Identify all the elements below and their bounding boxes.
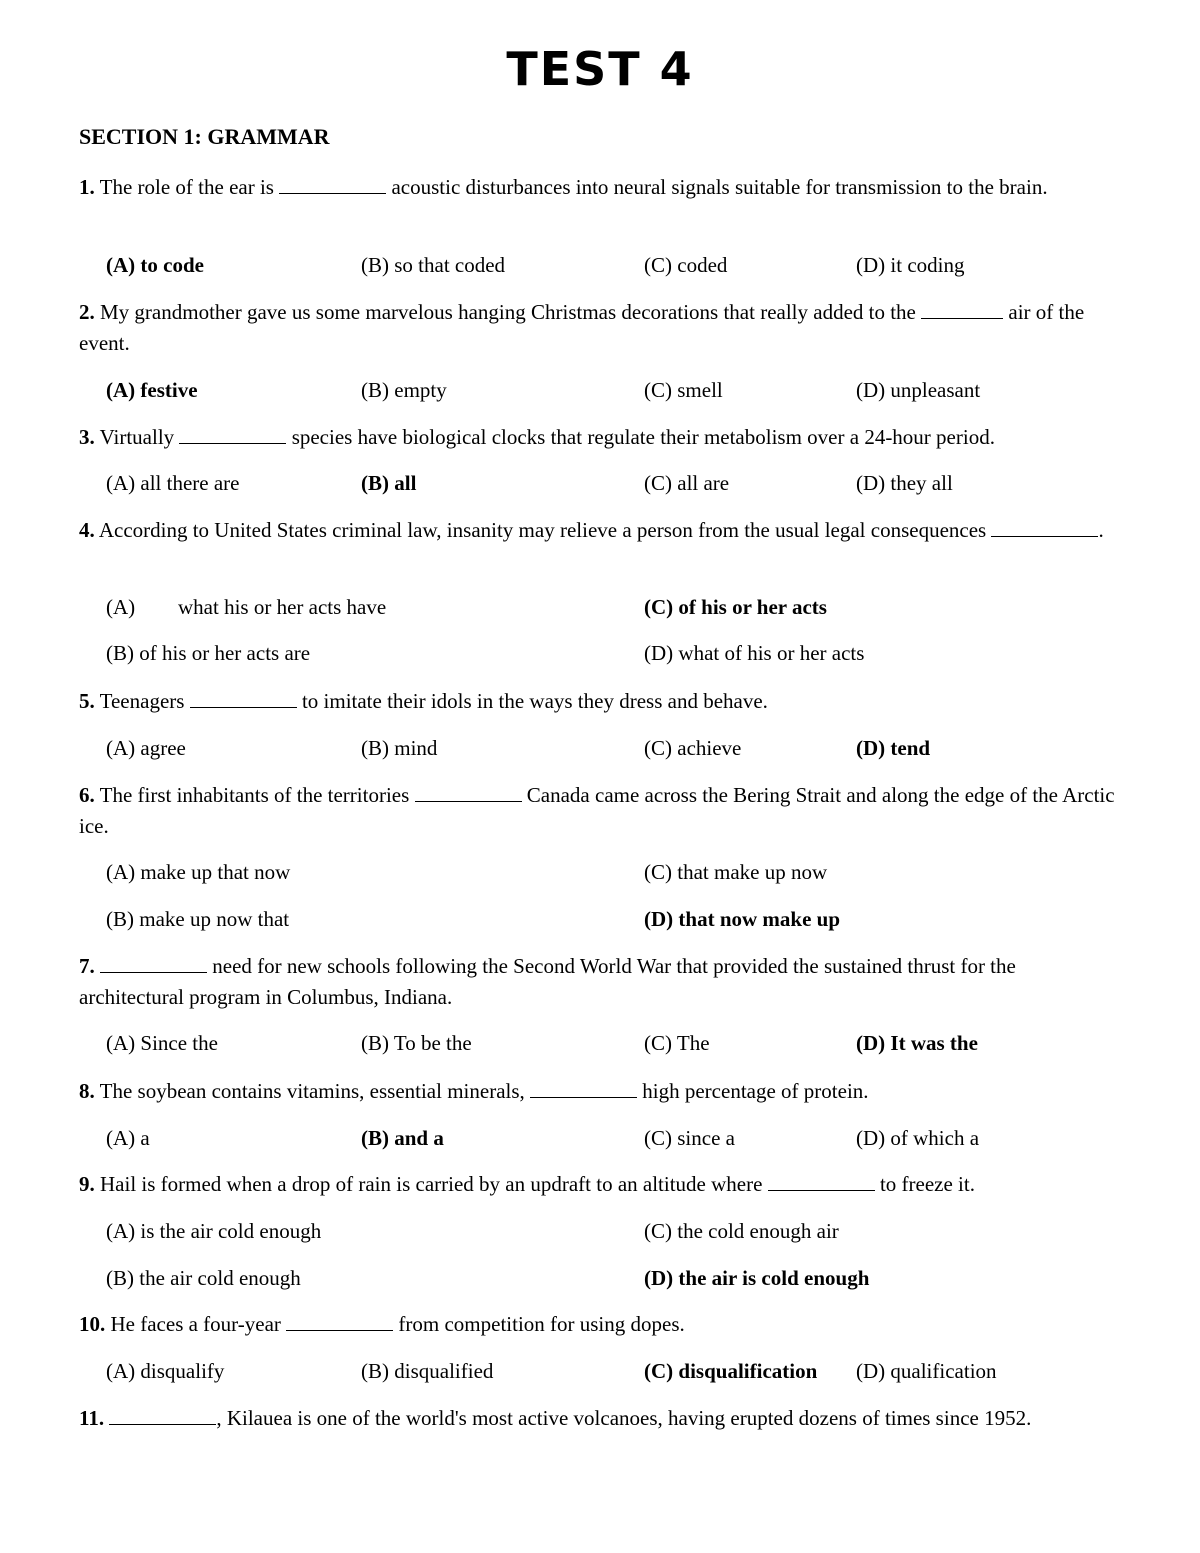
option-c: (C) all are xyxy=(644,471,730,495)
question-number: 3. xyxy=(79,425,95,449)
question-number: 10. xyxy=(79,1312,106,1336)
question-text-before: Hail is formed when a drop of rain is carried by an updraft to an altitude where xyxy=(94,1172,768,1196)
answer-blank xyxy=(921,300,1003,319)
question-number: 6. xyxy=(79,783,95,807)
answer-blank xyxy=(190,689,297,708)
section-heading: SECTION 1: GRAMMAR xyxy=(79,124,330,149)
answer-blank xyxy=(100,954,207,973)
option-b: (B) mind xyxy=(361,736,438,760)
question-9 xyxy=(79,1169,1124,1200)
question-5 xyxy=(79,686,1124,717)
question-text-before: According to United States criminal law, insanity may relieve a person from the usual legal consequences xyxy=(94,518,992,542)
option-d: (D) qualification xyxy=(856,1359,997,1383)
question-text-before: The first inhabitants of the territories xyxy=(94,783,415,807)
question-number: 5. xyxy=(79,689,95,713)
question-4 xyxy=(79,515,1124,546)
option-c: (C) coded xyxy=(644,253,728,277)
answer-blank xyxy=(279,175,386,194)
option-d: (D) what of his or her acts xyxy=(644,641,865,665)
option-a-text: what his or her acts have xyxy=(178,595,387,619)
option-a: (A) is the air cold enough xyxy=(106,1219,322,1243)
question-number: 11. xyxy=(79,1406,105,1430)
option-d: (D) the air is cold enough xyxy=(644,1266,870,1290)
question-text-before: Virtually xyxy=(94,425,180,449)
option-b: (B) and a xyxy=(361,1126,444,1150)
question-text-after: to freeze it. xyxy=(874,1172,975,1196)
option-c: (C) The xyxy=(644,1031,710,1055)
question-text-after: . xyxy=(1098,518,1104,542)
option-b: (B) disqualified xyxy=(361,1359,494,1383)
option-d: (D) It was the xyxy=(856,1031,978,1055)
option-c: (C) achieve xyxy=(644,736,742,760)
option-a: (A) Since the xyxy=(106,1031,218,1055)
question-10 xyxy=(79,1309,1124,1340)
option-d: (D) that now make up xyxy=(644,907,841,931)
question-number: 7. xyxy=(79,954,95,978)
option-c: (C) smell xyxy=(644,378,723,402)
answer-blank xyxy=(530,1079,637,1098)
answer-blank xyxy=(179,425,286,444)
option-a: (A) disqualify xyxy=(106,1359,225,1383)
question-text-after: species have biological clocks that regulate their metabolism over a 24-hour period. xyxy=(286,425,995,449)
option-d: (D) unpleasant xyxy=(856,378,981,402)
option-d: (D) of which a xyxy=(856,1126,980,1150)
question-number: 8. xyxy=(79,1079,95,1103)
option-d: (D) they all xyxy=(856,471,953,495)
question-text-before: The soybean contains vitamins, essential minerals, xyxy=(94,1079,531,1103)
question-text-before: The role of the ear is xyxy=(94,175,280,199)
question-text-after: air of the event. xyxy=(79,300,1085,355)
answer-blank xyxy=(768,1172,875,1191)
option-a: (A) to code xyxy=(106,253,204,277)
option-a: (A) make up that now xyxy=(106,860,291,884)
question-text-after: need for new schools following the Second World War that provided the sustained thrust for the architectural program in Columbus, Indiana. xyxy=(79,954,1016,1009)
option-c: (C) since a xyxy=(644,1126,735,1150)
option-d: (D) it coding xyxy=(856,253,965,277)
question-number: 4. xyxy=(79,518,95,542)
answer-blank xyxy=(109,1406,216,1425)
question-number: 9. xyxy=(79,1172,95,1196)
question-3 xyxy=(79,422,1124,453)
question-6 xyxy=(79,780,1124,842)
option-c: (C) the cold enough air xyxy=(644,1219,839,1243)
option-b: (B) so that coded xyxy=(361,253,506,277)
question-text-after: high percentage of protein. xyxy=(637,1079,869,1103)
option-d: (D) tend xyxy=(856,736,931,760)
question-7 xyxy=(79,951,1124,1013)
option-a-label: (A) xyxy=(106,595,136,619)
question-text-before: Teenagers xyxy=(94,689,190,713)
question-number: 2. xyxy=(79,300,95,324)
option-c: (C) that make up now xyxy=(644,860,828,884)
page-title: TEST 4 xyxy=(506,42,694,96)
question-text-after: Canada came across the Bering Strait and along the edge of the Arctic ice. xyxy=(79,783,1115,838)
option-a: (A) festive xyxy=(106,378,198,402)
option-a: (A) agree xyxy=(106,736,186,760)
option-b: (B) empty xyxy=(361,378,447,402)
question-1 xyxy=(79,172,1124,203)
option-a: (A) a xyxy=(106,1126,150,1150)
option-b: (B) To be the xyxy=(361,1031,472,1055)
question-text-before: My grandmother gave us some marvelous hanging Christmas decorations that really added to the xyxy=(94,300,922,324)
question-text-after: from competition for using dopes. xyxy=(393,1312,685,1336)
option-b: (B) of his or her acts are xyxy=(106,641,311,665)
option-a: (A) all there are xyxy=(106,471,240,495)
answer-blank xyxy=(991,518,1098,537)
answer-blank xyxy=(415,783,522,802)
option-b: (B) the air cold enough xyxy=(106,1266,301,1290)
answer-blank xyxy=(286,1312,393,1331)
option-b: (B) all xyxy=(361,471,417,495)
option-c: (C) disqualification xyxy=(644,1359,818,1383)
option-b: (B) make up now that xyxy=(106,907,290,931)
question-text-before: He faces a four-year xyxy=(105,1312,287,1336)
question-text-after: acoustic disturbances into neural signals suitable for transmission to the brain. xyxy=(386,175,1048,199)
question-text-after: to imitate their idols in the ways they dress and behave. xyxy=(296,689,768,713)
question-8 xyxy=(79,1076,1124,1107)
question-number: 1. xyxy=(79,175,95,199)
question-text-after: , Kilauea is one of the world's most active volcanoes, having erupted dozens of times since 1952. xyxy=(216,1406,1032,1430)
question-11 xyxy=(79,1403,1124,1434)
option-c: (C) of his or her acts xyxy=(644,595,827,619)
question-2 xyxy=(79,297,1124,359)
